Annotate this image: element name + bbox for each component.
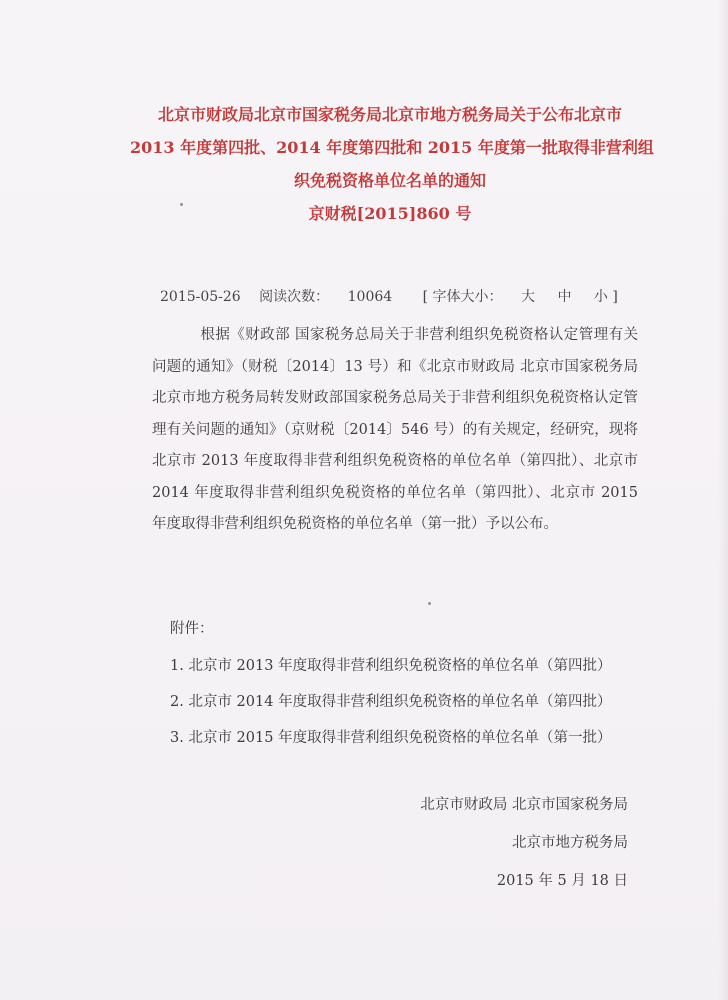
scan-speck: [428, 602, 431, 605]
font-size-label: [ 字体大小：: [422, 289, 503, 305]
font-size-large-button[interactable]: 大: [521, 289, 535, 305]
title-line-2: 2013 年度第四批、2014 年度第四批和 2015 年度第一批取得非营利组: [130, 138, 654, 157]
issuer-line-2: 北京市地方税务局: [512, 835, 628, 851]
document-number: 京财税[2015]860 号: [308, 204, 472, 223]
attachments-label: 附件：: [170, 621, 214, 637]
attachment-item[interactable]: 2. 北京市 2014 年度取得非营利组织免税资格的单位名单（第四批）: [170, 694, 612, 710]
title-line-1: 北京市财政局北京市国家税务局北京市地方税务局关于公布北京市: [157, 105, 622, 124]
issuer-signature: [420, 786, 628, 900]
notice-title: [130, 98, 654, 230]
attachment-item[interactable]: 3. 北京市 2015 年度取得非营利组织免税资格的单位名单（第一批）: [170, 730, 612, 746]
scan-edge-shadow: [718, 0, 728, 1000]
scan-speck: [180, 203, 183, 206]
body-paragraph: 根据《财政部 国家税务总局关于非营利组织免税资格认定管理有关问题的通知》（财税〔2014〕13 号）和《北京市财政局 北京市国家税务局 北京市地方税务局转发财政部国家税务总局关于非营利组织免税资格认定管理有关问题的通知》（京财税〔2014〕546 号）的有关规定，经研究，现将北京市 2013 年度取得非营利组织免税资格的单位名单（第四批）、北京市 2014 年度取得非营利组织免税资格的单位名单（第四批）、北京市 2015 年度取得非营利组织免税资格的单位名单（第一批）予以公布。: [152, 327, 638, 532]
font-size-medium-button[interactable]: 中: [557, 289, 572, 305]
title-line-3: 织免税资格单位名单的通知: [293, 171, 486, 190]
publish-meta: [160, 286, 636, 306]
font-size-small-button[interactable]: 小 ]: [593, 289, 618, 305]
issuer-line-1: 北京市财政局 北京市国家税务局: [420, 797, 628, 813]
attachment-item[interactable]: 1. 北京市 2013 年度取得非营利组织免税资格的单位名单（第四批）: [170, 658, 612, 674]
issue-date: 2015 年 5 月 18 日: [496, 873, 628, 889]
read-count-value: 10064: [347, 289, 393, 305]
notice-body: [152, 320, 638, 541]
attachments-list: [170, 648, 612, 756]
read-count-label: 阅读次数：: [259, 289, 330, 305]
publish-date: 2015-05-26: [160, 289, 241, 305]
